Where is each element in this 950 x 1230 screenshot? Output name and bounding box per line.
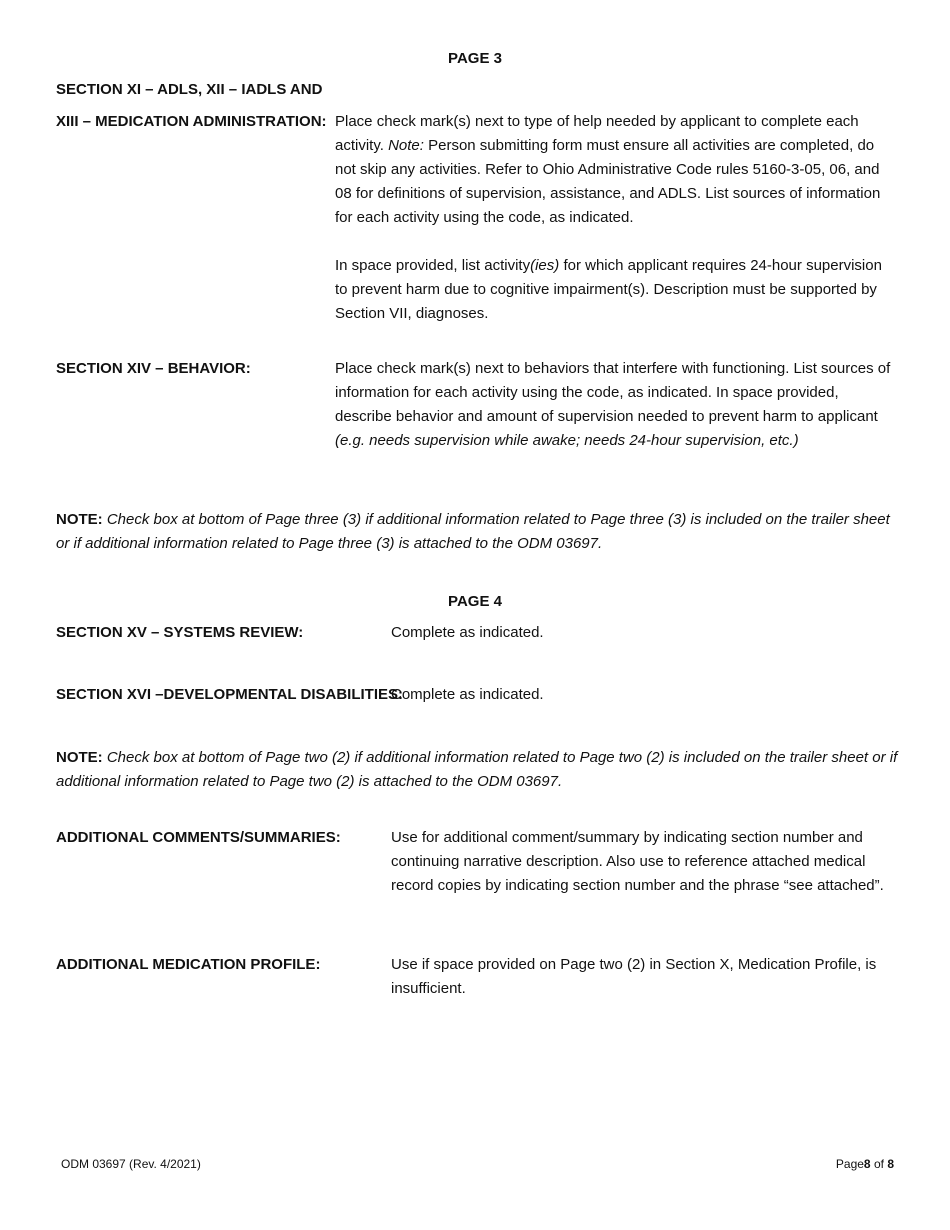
section-adls-p1-text-a: Place check mark(s) next to type of help needed by applicant to complete each activity.	[335, 113, 859, 154]
section-adls-p2-ies: (ies)	[530, 257, 560, 274]
section-adls-paragraph-1	[335, 110, 895, 230]
page-3-heading: PAGE 3	[448, 50, 502, 67]
section-adls-label-line1: SECTION XI – ADLS, XII – IADLS AND	[56, 81, 323, 98]
additional-medication-text: Use if space provided on Page two (2) in Section X, Medication Profile, is insufficient.	[391, 956, 877, 997]
footer-page-current: 8	[863, 1157, 871, 1171]
section-behavior-text-a: Place check mark(s) next to behaviors that interfere with functioning. List sources of information for each activity using the code, as indicated. In space provided, describe behavior and amount of supervision needed to prevent harm to applicant	[335, 360, 891, 425]
section-adls-label-line2: XIII – MEDICATION ADMINISTRATION:	[56, 113, 327, 130]
additional-comments-label: ADDITIONAL COMMENTS/SUMMARIES:	[56, 829, 341, 846]
page-3-note-label: NOTE:	[56, 511, 103, 528]
section-adls-p1-text-b: Person submitting form must ensure all activities are completed, do not skip any activities. Refer to Ohio Administrative Code rules 5160-3-05, 06, and 08 for definitions of supervision, assistance, and ADLS. List sources of information for each activity using the code, as indicated.	[335, 137, 881, 226]
footer-page-number	[836, 1156, 894, 1172]
footer-page-of: of	[873, 1157, 884, 1171]
additional-comments-text: Use for additional comment/summary by indicating section number and continuing narrative description. Also use to reference attached medical record copies by indicating section number and the phrase “see attached”.	[391, 829, 884, 894]
section-behavior-example: (e.g. needs supervision while awake; needs 24-hour supervision, etc.)	[335, 432, 799, 449]
page-4-heading: PAGE 4	[448, 593, 502, 610]
section-behavior-text	[335, 357, 895, 453]
section-dd-text: Complete as indicated.	[391, 686, 544, 703]
page-3-note-text: Check box at bottom of Page three (3) if additional information related to Page three (3) is included on the trailer sheet or if additional information related to Page three (3) is attached to the ODM 03697.	[56, 511, 890, 552]
page-4-note	[56, 746, 901, 794]
section-adls-paragraph-2	[335, 254, 895, 326]
footer-page-word: Page	[835, 1157, 864, 1171]
section-adls-note-word: Note:	[388, 137, 424, 154]
section-systems-review-label: SECTION XV – SYSTEMS REVIEW:	[56, 624, 304, 641]
page-4-note-label: NOTE:	[56, 749, 103, 766]
footer-form-id: ODM 03697 (Rev. 4/2021)	[61, 1157, 201, 1171]
section-behavior-label: SECTION XIV – BEHAVIOR:	[56, 360, 251, 377]
additional-medication-label: ADDITIONAL MEDICATION PROFILE:	[56, 956, 321, 973]
page-3-note	[56, 508, 901, 556]
page-4-note-text: Check box at bottom of Page two (2) if additional information related to Page two (2) is included on the trailer sheet or if additional information related to Page two (2) is attached to the ODM 03697.	[56, 749, 898, 790]
section-dd-label: SECTION XVI –DEVELOPMENTAL DISABILITIES:	[56, 686, 403, 703]
section-adls-p2-text-a: In space provided, list activity	[335, 257, 531, 274]
section-adls-p2-text-b: for which applicant requires 24-hour supervision to prevent harm due to cognitive impairment(s). Description must be supported by Section VII, diagnoses.	[335, 257, 882, 322]
footer-page-total: 8	[887, 1157, 894, 1171]
section-systems-review-text: Complete as indicated.	[391, 624, 544, 641]
